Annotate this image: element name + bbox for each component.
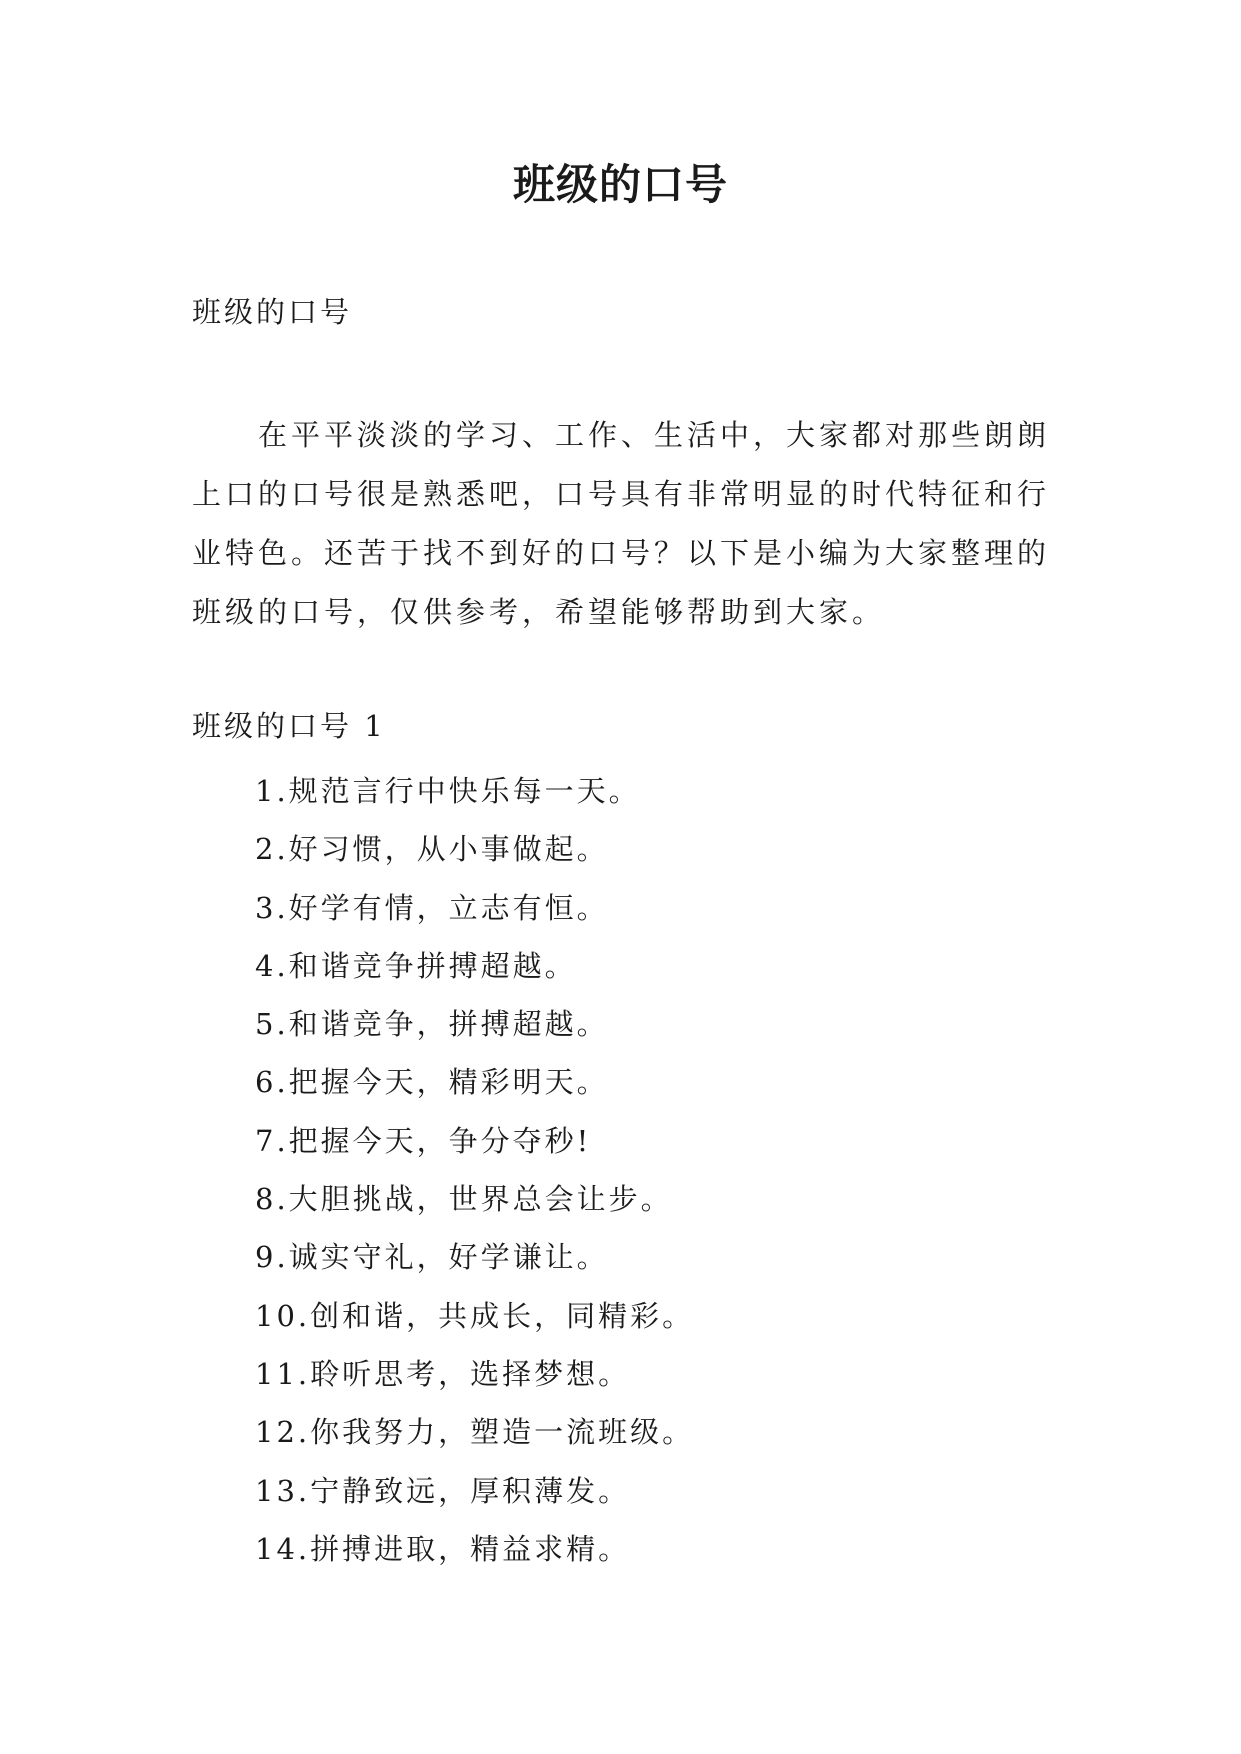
slogan-item: 11.聆听思考，选择梦想。 bbox=[255, 1356, 631, 1391]
slogan-item: 7.把握今天，争分夺秒! bbox=[255, 1123, 592, 1158]
slogan-item: 13.宁静致远，厚积薄发。 bbox=[255, 1473, 631, 1508]
document-title: 班级的口号 bbox=[512, 160, 728, 209]
slogan-item: 3.好学有情，立志有恒。 bbox=[255, 890, 609, 925]
document-subtitle: 班级的口号 bbox=[192, 295, 353, 329]
slogan-item: 5.和谐竞争，拼搏超越。 bbox=[255, 1007, 609, 1042]
slogan-item: 2.好习惯，从小事做起。 bbox=[255, 832, 609, 867]
slogan-item: 14.拼搏进取，精益求精。 bbox=[255, 1531, 631, 1566]
slogan-list bbox=[255, 762, 694, 1578]
slogan-item: 8.大胆挑战，世界总会让步。 bbox=[255, 1182, 673, 1217]
slogan-item: 4.和谐竞争拼搏超越。 bbox=[255, 948, 577, 983]
section-heading: 班级的口号 1 bbox=[192, 709, 386, 743]
slogan-item: 1.规范言行中快乐每一天。 bbox=[255, 774, 641, 808]
slogan-item: 12.你我努力，塑造一流班级。 bbox=[255, 1415, 695, 1450]
slogan-item: 10.创和谐，共成长，同精彩。 bbox=[255, 1298, 695, 1333]
slogan-item: 6.把握今天，精彩明天。 bbox=[255, 1065, 609, 1100]
slogan-item: 9.诚实守礼，好学谦让。 bbox=[255, 1240, 609, 1275]
intro-paragraph: 在平平淡淡的学习、工作、生活中，大家都对那些朗朗上口的口号很是熟悉吧，口号具有非常明显的时代特征和行业特色。还苦于找不到好的口号？以下是小编为大家整理的班级的口号，仅供参考，希望能够帮助到大家。 bbox=[192, 418, 1051, 629]
